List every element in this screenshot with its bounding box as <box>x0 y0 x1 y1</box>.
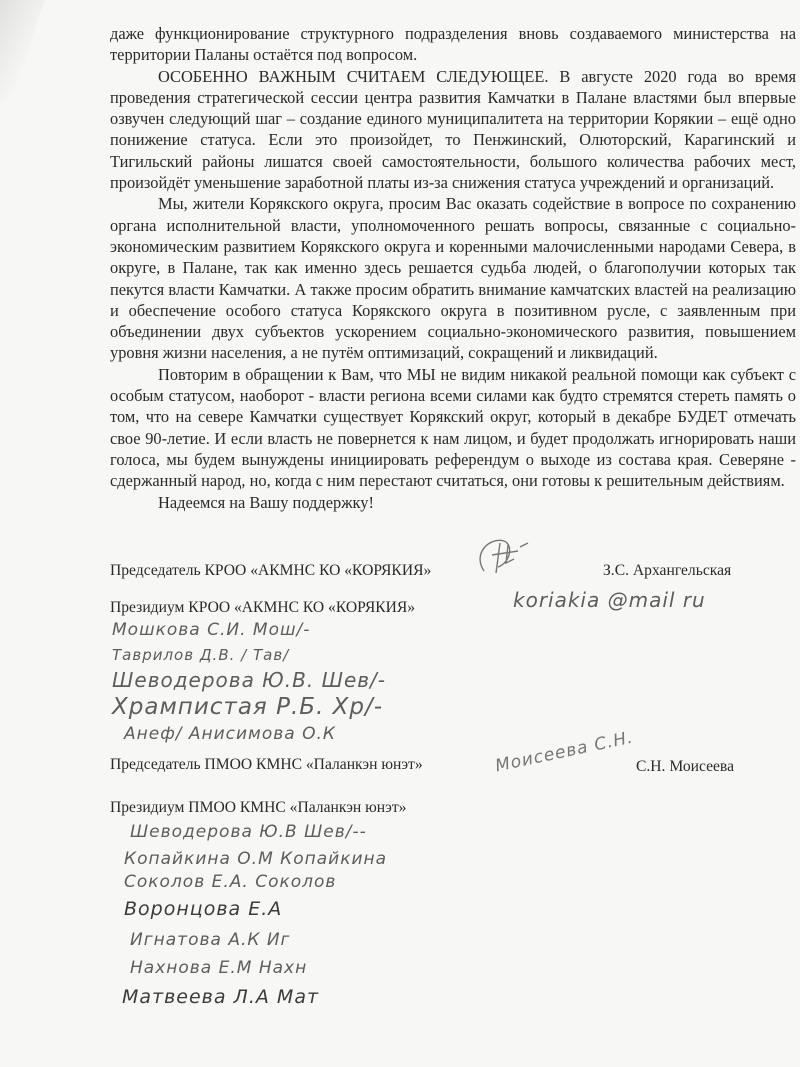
letter-body <box>110 23 796 513</box>
presidium1-member: Мошкова С.И. Мош/- <box>112 620 311 640</box>
chair2-handwritten-signature: Моисеева С.Н. <box>493 727 636 777</box>
chair2-name: С.Н. Моисеева <box>636 758 735 775</box>
presidium2-member: Копайкина О.М Копайкина <box>124 849 388 869</box>
page-fold-shadow <box>0 0 48 100</box>
presidium2-title: Президиум ПМОО КМНС «Паланкэн юнэт» <box>110 799 407 816</box>
presidium2-member: Игнатова А.К Иг <box>130 930 291 950</box>
paragraph-appeal: Повторим в обращении к Вам, что МЫ не видим никакой реальной помощи как субъект с особым статусом, наоборот - власти региона всеми силами как будто стремятся стереть память о том, что на севере Камчатки существует Корякский округ, который в декабре БУДЕТ отмечать свое 90-летие. И если власть не повернется к нам лицом, и будет продолжать игнорировать наши голоса, мы будем вынуждены инициировать референдум о выходе из состава края. Северяне - сдержанный народ, но, когда с ним перестают считаться, они готовы к решительным действиям. <box>110 364 796 491</box>
presidium1-member: Шеводерова Ю.В. Шев/- <box>112 668 386 692</box>
chair1-title: Председатель КРОО «АКМНС КО «КОРЯКИЯ» <box>110 562 432 579</box>
presidium1-title: Президиум КРОО «АКМНС КО «КОРЯКИЯ» <box>110 599 416 616</box>
presidium1-member: Анеф/ Анисимова О.К <box>124 724 336 744</box>
presidium1-member: Хрампистая Р.Б. Хр/- <box>112 694 384 720</box>
presidium2-member: Нахнова Е.М Нахн <box>130 958 308 978</box>
chair2-title: Председатель ПМОО КМНС «Паланкэн юнэт» <box>110 756 423 773</box>
chair1-signature-icon <box>470 533 560 583</box>
presidium2-member: Воронцова Е.А <box>124 898 283 920</box>
paragraph-intro: даже функционирование структурного подразделения вновь создаваемого министерства на территории Паланы остаётся под вопросом. <box>110 24 796 65</box>
paragraph-request: Мы, жители Корякского округа, просим Вас оказать содействие в вопросе по сохранению органа исполнительной власти, уполномоченного решать вопросы, связанные с социально-экономическим развитием Корякского округа и коренными малочисленными народами Севера, в округе, в Палане, так как именно здесь решается судьба людей, о благополучии которых так пекутся власти Камчатки. А также просим обратить внимание камчатских властей на реализацию и обеспечение особого статуса Корякского округа в позитивном русле, с заявленным при объединении двух субъектов ускорением социально-экономического развития, повышением уровня жизни населения, а не путём оптимизаций, сокращений и ликвидаций. <box>110 194 796 363</box>
presidium2-member: Соколов Е.А. Соколов <box>124 872 337 892</box>
presidium2-member: Матвеева Л.А Мат <box>122 986 320 1008</box>
presidium1-member: Таврилов Д.В. / Тав/ <box>112 646 290 664</box>
presidium2-member: Шеводерова Ю.В Шев/-- <box>130 822 367 842</box>
paragraph-important: ОСОБЕННО ВАЖНЫМ СЧИТАЕМ СЛЕДУЮЩЕЕ. В августе 2020 года во время проведения стратегической сессии центра развития Камчатки в Палане властями был впервые озвучен следующий шаг – создание единого муниципалитета на территории Корякии – ещё одно понижение статуса. Если это произойдет, то Пенжинский, Олюторский, Карагинский и Тигильский районы лишатся своей самостоятельности, большого количества рабочих мест, произойдёт уменьшение заработной платы из-за снижения статуса учреждений и организаций. <box>110 66 796 193</box>
chair1-name: З.С. Архангельская <box>603 562 732 579</box>
paragraph-closing: Надеемся на Вашу поддержку! <box>158 492 374 512</box>
presidium1-email: koriakia @mail ru <box>513 588 706 612</box>
